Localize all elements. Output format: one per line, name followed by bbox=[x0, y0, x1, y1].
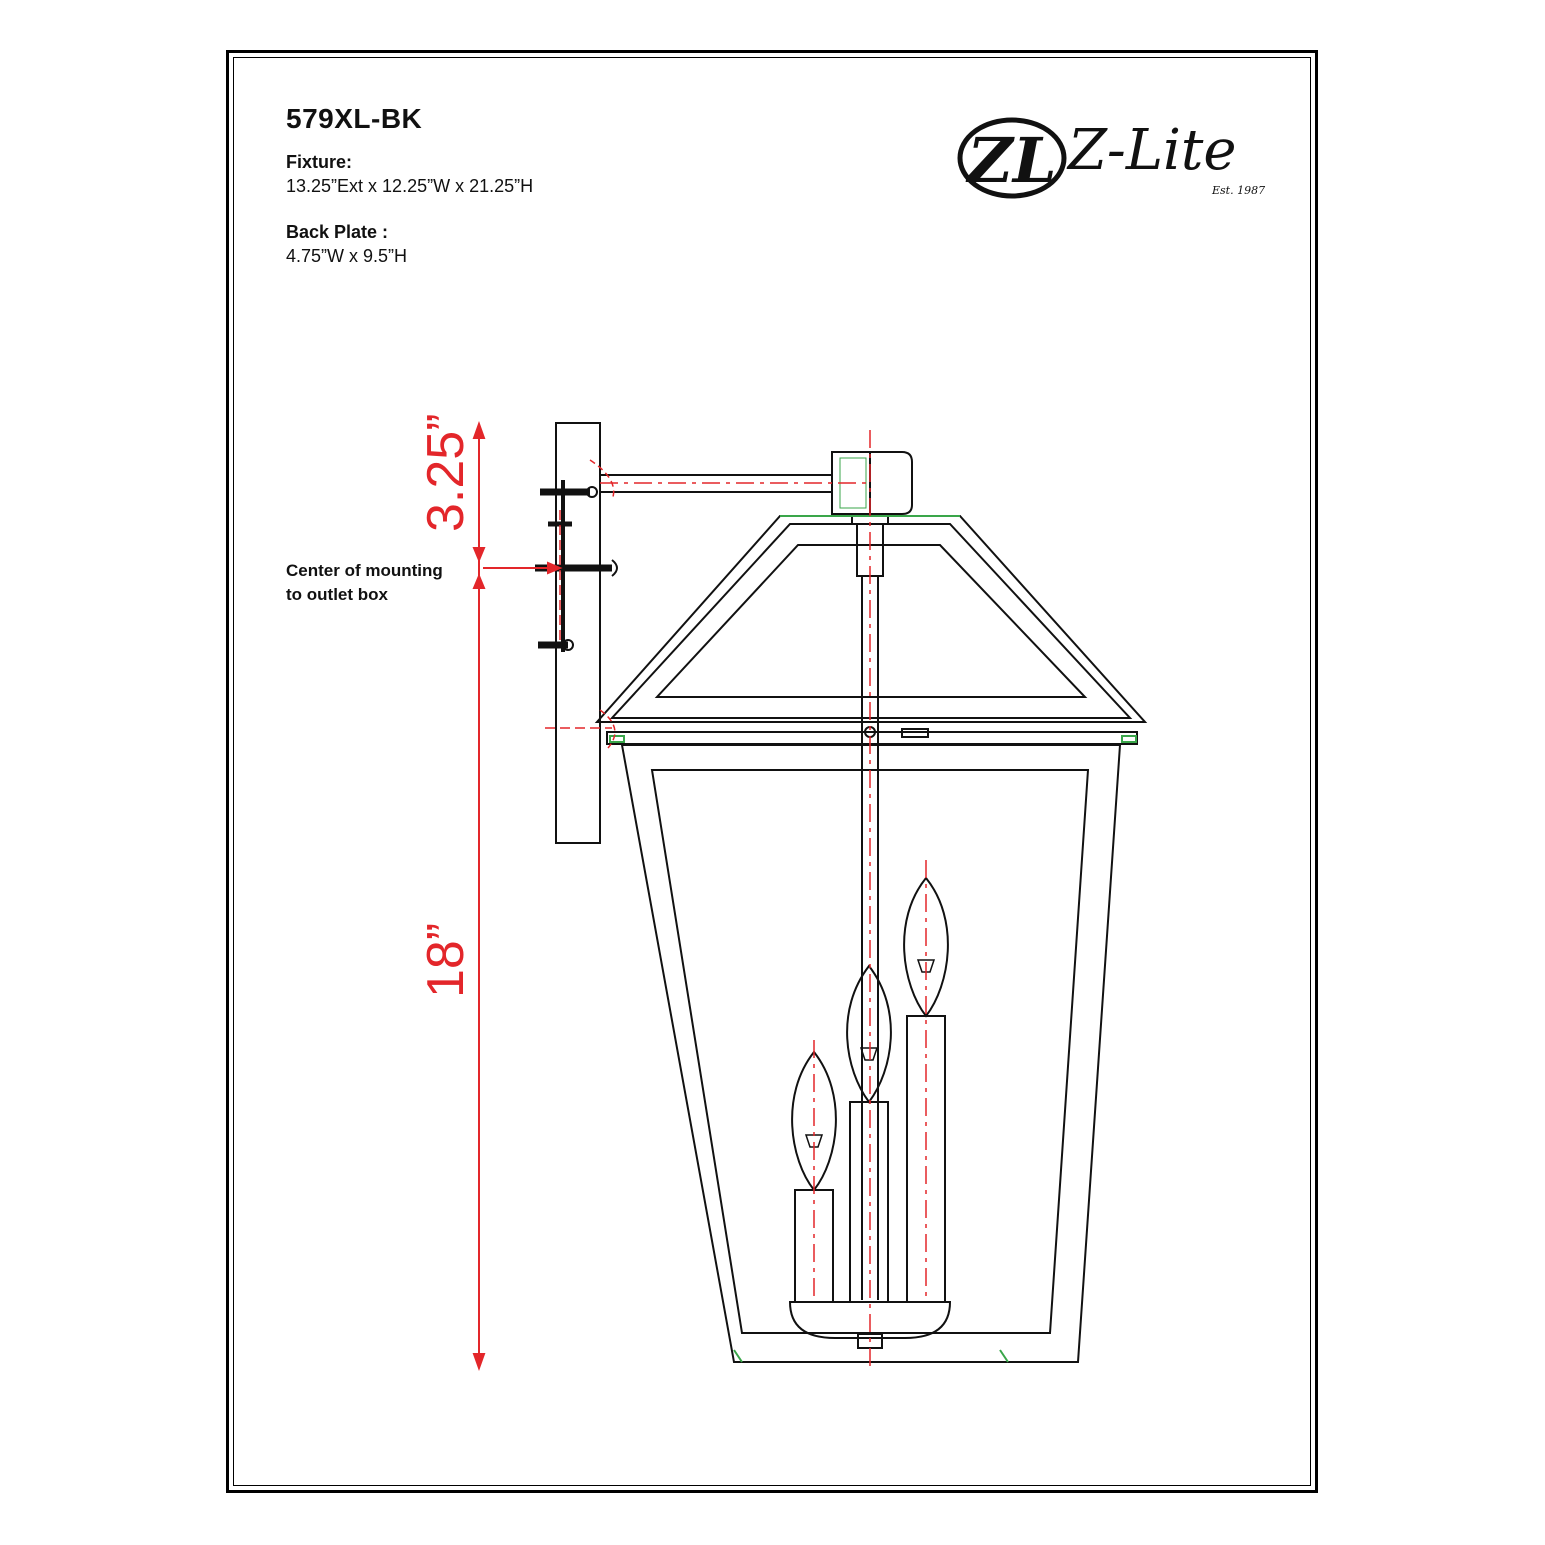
fixture-dimensions: 13.25”Ext x 12.25”W x 21.25”H bbox=[286, 176, 534, 196]
lantern-body bbox=[622, 745, 1120, 1362]
logo-monogram: ZL bbox=[967, 124, 1057, 197]
logo-wordmark: Z-Lite bbox=[1068, 118, 1237, 183]
center-stem bbox=[857, 524, 928, 1300]
mounting-arm bbox=[600, 452, 912, 524]
fixture-label: Fixture: bbox=[286, 152, 353, 172]
mounting-callout-line1: Center of mounting bbox=[286, 561, 443, 580]
logo-established: Est. 1987 bbox=[1212, 184, 1266, 197]
model-number: 579XL-BK bbox=[286, 103, 423, 134]
lantern-roof bbox=[597, 516, 1145, 744]
backplate-dimensions: 4.75”W x 9.5”H bbox=[286, 246, 408, 266]
backplate-label: Back Plate : bbox=[286, 222, 389, 242]
dimension-upper-label: 3.25” bbox=[417, 413, 475, 532]
mounting-callout-line2: to outlet box bbox=[286, 585, 388, 604]
dimension-lower-label: 18” bbox=[417, 922, 475, 998]
dimension-lines bbox=[474, 424, 560, 1368]
